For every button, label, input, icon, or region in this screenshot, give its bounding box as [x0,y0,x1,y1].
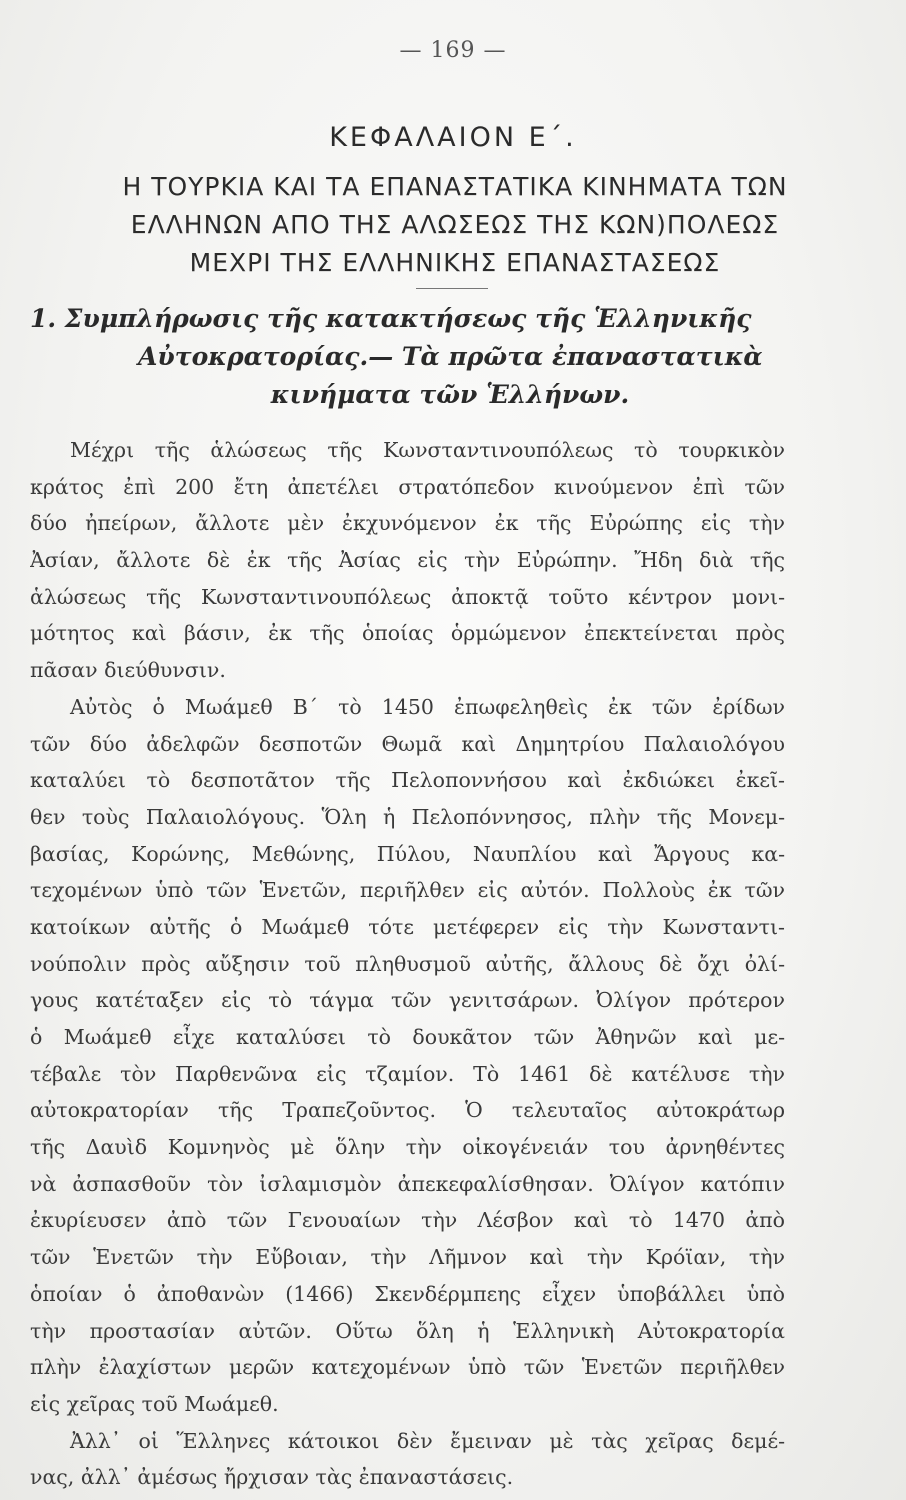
text-line: νας, ἀλλ᾽ ἀμέσως ἤρχισαν τὰς ἐπαναστάσεις. [30,1465,514,1490]
divider-rule [416,288,488,289]
text-line: δύο ἠπείρων, ἄλλοτε μὲν ἐκχυνόμενον ἐκ τῆς Εὐρώπης εἰς τὴν [30,511,785,536]
text-line: νούπολιν πρὸς αὔξησιν τοῦ πληθυσμοῦ αὐτῆς, ἄλλους δὲ ὄχι ὀλί- [30,951,785,976]
text-line: κατοίκων αὐτῆς ὁ Μωάμεθ τότε μετέφερεν εἰς τὴν Κωνσταντι- [30,914,785,939]
chapter-heading: ΚΕΦΑΛΑΙΟΝ Ε΄. [329,122,577,153]
text-line: μότητος καὶ βάσιν, ἐκ τῆς ὁποίας ὁρμώμενον ἐπεκτείνεται πρὸς [30,621,785,646]
section-heading-line: κινήματα τῶν Ἑλλήνων. [270,380,630,409]
text-line: νὰ ἀσπασθοῦν τὸν ἰσλαμισμὸν ἀπεκεφαλίσθησαν. Ὀλίγον κατόπιν [30,1171,785,1196]
text-line: Ἀλλ᾽ οἱ Ἕλληνες κάτοικοι δὲν ἔμειναν μὲ τὰς χεῖρας δεμέ- [70,1428,785,1453]
text-line: βασίας, Κορώνης, Μεθώνης, Πύλου, Ναυπλίου καὶ Ἄργους κα- [30,841,785,866]
text-line: τέβαλε τὸν Παρθενῶνα εἰς τζαμίον. Τὸ 1461 δὲ κατέλυσε τὴν [30,1061,785,1086]
text-line: καταλύει τὸ δεσποτᾶτον τῆς Πελοποννήσου καὶ ἐκδιώκει ἐκεῖ- [30,768,785,793]
text-line: πλὴν ἐλαχίστων μερῶν κατεχομένων ὑπὸ τῶν Ἑνετῶν περιῆλθεν [30,1355,785,1380]
text-line: Μέχρι τῆς ἁλώσεως τῆς Κωνσταντινουπόλεως τὸ τουρκικὸν [70,438,785,462]
page-number: — 169 — [399,38,507,63]
text-line: ἐκυρίευσεν ἀπὸ τῶν Γενουαίων τὴν Λέσβον καὶ τὸ 1470 ἀπὸ [30,1208,785,1233]
section-heading [30,300,840,414]
chapter-title-line: ΜΕΧΡΙ ΤΗΣ ΕΛΛΗΝΙΚΗΣ ΕΠΑΝΑΣΤΑΣΕΩΣ [189,248,721,277]
chapter-title [50,168,860,282]
text-line: τῶν Ἑνετῶν τὴν Εὔβοιαν, τὴν Λῆμνον καὶ τὴν Κρόϊαν, τὴν [30,1245,785,1270]
text-line: κράτος ἐπὶ 200 ἔτη ἀπετέλει στρατόπεδον κινούμενον ἐπὶ τῶν [30,474,785,499]
text-line: τὴν προστασίαν αὐτῶν. Οὕτω ὅλη ἡ Ἑλληνικὴ Αὐτοκρατορία [30,1318,785,1343]
text-line: ὁ Μωάμεθ εἶχε καταλύσει τὸ δουκᾶτον τῶν Ἀθηνῶν καὶ με- [30,1025,785,1049]
text-line: Ἀσίαν, ἄλλοτε δὲ ἐκ τῆς Ἀσίας εἰς τὴν Εὐρώπην. Ἤδη διὰ τῆς [30,548,785,573]
text-line: ἁλώσεως τῆς Κωνσταντινουπόλεως ἀποκτᾷ τοῦτο κέντρον μονι- [30,584,785,609]
text-line: τῶν δύο ἀδελφῶν δεσποτῶν Θωμᾶ καὶ Δημητρίου Παλαιολόγου [30,731,785,756]
body-text [30,432,785,1496]
text-line: Αὐτὸς ὁ Μωάμεθ Β΄ τὸ 1450 ἐπωφεληθεὶς ἐκ τῶν ἐρίδων [70,694,785,719]
section-heading-line: Αὐτοκρατορίας.— Τὰ πρῶτα ἐπαναστατικὰ [138,342,763,371]
text-line: αὐτοκρατορίαν τῆς Τραπεζοῦντος. Ὁ τελευταῖος αὐτοκράτωρ [30,1098,785,1123]
text-line: τεχομένων ὑπὸ τῶν Ἑνετῶν, περιῆλθεν εἰς αὐτόν. Πολλοὺς ἐκ τῶν [30,878,785,903]
text-line: εἰς χεῖρας τοῦ Μωάμεθ. [30,1391,279,1416]
text-line: θεν τοὺς Παλαιολόγους. Ὅλη ἡ Πελοπόννησος, πλὴν τῆς Μονεμ- [30,804,785,829]
text-line: γους κατέταξεν εἰς τὸ τάγμα τῶν γενιτσάρων. Ὀλίγον πρότερον [30,988,785,1013]
text-line: ὁποίαν ὁ ἀποθανὼν (1466) Σκενδέρμπεης εἶχεν ὑποβάλλει ὑπὸ [30,1281,785,1306]
section-heading-line: 1. Συμπλήρωσις τῆς κατακτήσεως τῆς Ἑλληνικῆς [30,304,752,333]
chapter-title-line: Η ΤΟΥΡΚΙΑ ΚΑΙ ΤΑ ΕΠΑΝΑΣΤΑΤΙΚΑ ΚΙΝΗΜΑΤΑ ΤΩΝ [122,172,788,201]
text-line: τῆς Δαυὶδ Κομνηνὸς μὲ ὅλην τὴν οἰκογένειάν του ἀρνηθέντες [30,1135,785,1160]
text-line: πᾶσαν διεύθυνσιν. [30,658,226,683]
chapter-title-line: ΕΛΛΗΝΩΝ ΑΠΟ ΤΗΣ ΑΛΩΣΕΩΣ ΤΗΣ ΚΩΝ)ΠΟΛΕΩΣ [130,210,780,239]
